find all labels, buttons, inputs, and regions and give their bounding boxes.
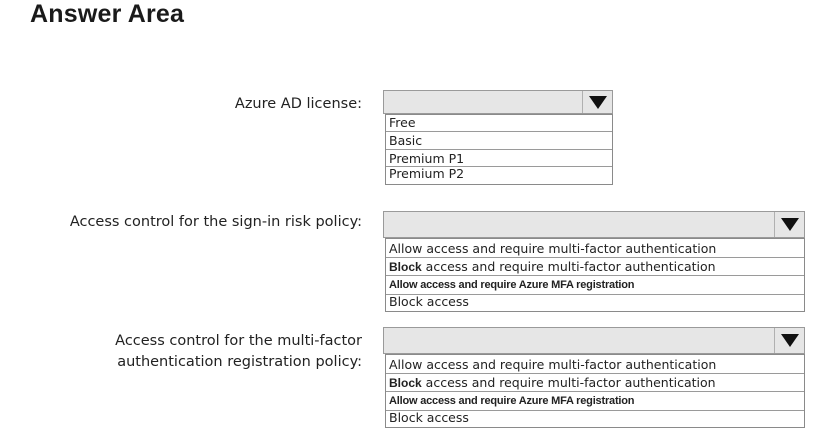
option-block-access[interactable]: Block access bbox=[389, 295, 469, 309]
mfa-registration-policy-label bbox=[115, 331, 362, 373]
option-allow-require-azure-mfa-registration[interactable]: Allow access and require Azure MFA registration bbox=[386, 276, 804, 295]
mfa-registration-policy-dropdown-toggle[interactable] bbox=[774, 328, 804, 353]
mfa-registration-policy-options bbox=[385, 354, 805, 428]
option-allow-require-mfa[interactable]: Allow access and require multi-factor authentication bbox=[386, 239, 804, 258]
option-lead-word: Block bbox=[389, 376, 422, 390]
sign-in-risk-policy-options bbox=[385, 238, 805, 312]
mfa-registration-policy-dropdown[interactable] bbox=[383, 327, 805, 354]
option-premium-p1[interactable]: Premium P1 bbox=[386, 150, 612, 167]
sign-in-risk-policy-dropdown-toggle[interactable] bbox=[774, 212, 804, 237]
triangle-down-icon bbox=[589, 96, 607, 109]
option-block-access[interactable]: Block access bbox=[389, 411, 469, 425]
mfa-registration-policy-label-line2: authentication registration policy: bbox=[117, 354, 362, 370]
azure-ad-license-dropdown[interactable] bbox=[383, 90, 613, 114]
sign-in-risk-policy-dropdown[interactable] bbox=[383, 211, 805, 238]
option-rest-text: access and require multi-factor authentication bbox=[421, 375, 716, 390]
option-allow-require-azure-mfa-registration[interactable]: Allow access and require Azure MFA registration bbox=[386, 392, 804, 411]
option-block-require-mfa[interactable] bbox=[386, 374, 804, 392]
azure-ad-license-options bbox=[385, 114, 613, 185]
option-allow-require-mfa[interactable]: Allow access and require multi-factor authentication bbox=[386, 355, 804, 374]
option-premium-p2[interactable]: Premium P2 bbox=[389, 167, 465, 181]
option-rest-text: access and require multi-factor authentication bbox=[421, 259, 716, 274]
option-free[interactable]: Free bbox=[386, 115, 612, 132]
triangle-down-icon bbox=[781, 218, 799, 231]
answer-area-title: Answer Area bbox=[30, 0, 185, 28]
mfa-registration-policy-label-line1: Access control for the multi-factor bbox=[115, 333, 362, 349]
option-basic[interactable]: Basic bbox=[386, 132, 612, 150]
option-block-require-mfa[interactable] bbox=[386, 258, 804, 276]
sign-in-risk-policy-label: Access control for the sign-in risk policy: bbox=[69, 214, 362, 230]
option-lead-word: Block bbox=[389, 260, 422, 274]
triangle-down-icon bbox=[781, 334, 799, 347]
azure-ad-license-label: Azure AD license: bbox=[234, 96, 362, 112]
azure-ad-license-dropdown-toggle[interactable] bbox=[582, 91, 612, 113]
